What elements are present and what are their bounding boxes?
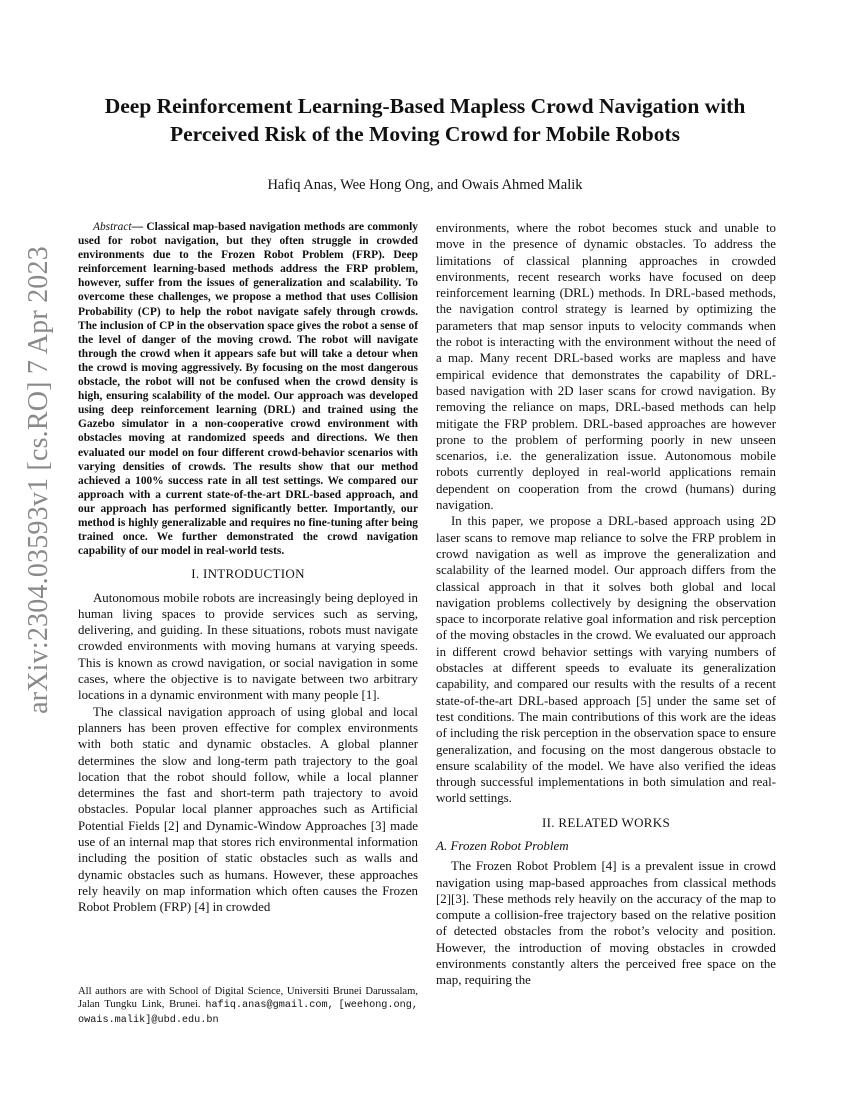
footnote-email-1: hafiq.anas@gmail.com, <box>205 1000 334 1012</box>
arxiv-identifier: arXiv:2304.03593v1 [cs.RO] 7 Apr 2023 <box>23 246 54 714</box>
intro-paragraph-2: The classical navigation approach of using global and local planners has been proven effective for complex environments with both static and dynamic obstacles. A global planner determines the slow and long-term path trajectory to the goal location that the robot should follow, while a local planner determines the fast and short-term path trajectory to avoid obstacles. Popular local planner approaches such as Artificial Potential Fields [2] and Dynamic-Window Approaches [3] made use of an internal map that stores rich environmental information including the position of static obstacles such as walls and dynamic obstacles such as humans. However, these approaches rely heavily on map information which often causes the Frozen Robot Problem (FRP) [4] in crowded <box>78 704 418 915</box>
related-works-paragraph-1: The Frozen Robot Problem [4] is a prevalent issue in crowd navigation using map-based approaches from classical methods [2][3]. These methods rely heavily on the accuracy of the map to compute a collision-free trajectory based on the relative position of detected obstacles from the robot’s velocity and position. However, the introduction of moving obstacles in crowded environments constantly alters the perceived free space on the map, requiring the <box>436 859 776 988</box>
paper-authors: Hafiq Anas, Wee Hong Ong, and Owais Ahmed Malik <box>267 177 583 193</box>
paper-title: Deep Reinforcement Learning-Based Mapless Crowd Navigation with Perceived Risk of the Moving Crowd for Mobile Robots <box>104 94 746 146</box>
intro-paragraph-2-continued: environments, where the robot becomes stuck and unable to move in the presence of dynamic obstacles. To address the limitations of classical planning approaches in crowded environments, recent research works have focused on deep reinforcement learning (DRL) methods. In DRL-based methods, the navigation control strategy is learned by optimizing the parameters that map sensor inputs to velocity commands when the robot is interacting with the environment without the need of a map. Many recent DRL-based works are mapless and have empirical evidence that demonstrates the capability of DRL-based navigation with 2D laser scans for crowd navigation. By removing the reliance on maps, DRL-based methods can help mitigate the FRP problem. DRL-based approaches are however prone to the problem of performing poorly in new unseen scenarios, i.e. the generalization issue. Autonomous mobile robots currently deployed in real-world applications remain dependent on cooperation from the crowd (humans) during navigation. <box>436 221 776 513</box>
abstract-label: Abstract <box>93 221 132 233</box>
abstract-text: — Classical map-based navigation methods are commonly used for robot navigation, but they often struggle in crowded environments due to the Frozen Robot Problem (FRP). Deep reinforcement learning-based methods address the FRP problem, however, suffer from the issues of generalization and scalability. To overcome these challenges, we propose a method that uses Collision Probability (CP) to help the robot navigate safely through crowds. The inclusion of CP in the observation space gives the robot a sense of the level of danger of the moving crowd. The robot will navigate through the crowd when it appears safe but will take a detour when the crowd is moving aggressively. By focusing on the most dangerous obstacle, the robot will not be confused when the crowd density is high, ensuring scalability of the model. Our approach was developed using deep reinforcement learning (DRL) and trained using the Gazebo simulator in a non-cooperative crowd environment with obstacles moving at randomized speeds and directions. We then evaluated our model on four different crowd-behavior scenarios with varying densities of crowds. The results show that our method achieved a 100% success rate in all test settings. We compared our approach with a current state-of-the-art DRL-based approach, and our approach has performed significantly better. Importantly, our method is highly generalizable and requires no fine-tuning after being trained once. We further demonstrated the crowd navigation capability of our model in real-world tests. <box>78 221 418 558</box>
author-affiliation-footnote <box>78 985 418 1027</box>
intro-paragraph-1: Autonomous mobile robots are increasingly being deployed in human living spaces to provide services such as serving, delivering, and guiding. In these situations, robots must navigate crowded environments with moving humans at varying speeds. This is known as crowd navigation, or social navigation in some cases, where the objective is to navigate between two arbitrary locations in a dynamic environment with many people [1]. <box>78 590 418 703</box>
footnote-email-2: [weehong.ong, owais.malik]@ubd.edu.bn <box>78 1000 418 1026</box>
intro-paragraph-3: In this paper, we propose a DRL-based approach using 2D laser scans to remove map reliance to solve the FRP problem in crowd navigation as well as improve the generalization and scalability of the learned model. Our approach differs from the classical approach in that it solves both global and local navigation problems collectively by designing the observation space to incorporate relative goal information and risk perception of the moving obstacles in the crowd. We evaluated our approach in different crowd behavior settings with varying numbers of obstacles at different speeds to evaluate its generalization capability, and compared our results with the results of a recent state-of-the-art DRL-based approach [5] under the same set of test conditions. The main contributions of this work are the ideas of including the risk perception in the observation space to ensure generalization, and focusing on the most dangerous obstacle to ensure scalability of the model. We have also verified the ideas through successful implementations in both simulation and real-world settings. <box>436 514 776 806</box>
abstract <box>78 220 418 558</box>
section-heading-introduction: I. INTRODUCTION <box>191 566 305 582</box>
arxiv-sidebar-stamp <box>14 246 64 714</box>
section-heading-related-works: II. RELATED WORKS <box>542 814 670 830</box>
right-column <box>436 220 776 989</box>
subsection-heading-frozen-robot-problem: A. Frozen Robot Problem <box>436 837 569 853</box>
left-column <box>78 220 418 915</box>
footnote-text: All authors are with School of Digital Science, Universiti Brunei Darussalam, Jalan Tungku Link, Brunei. <box>78 986 418 1011</box>
